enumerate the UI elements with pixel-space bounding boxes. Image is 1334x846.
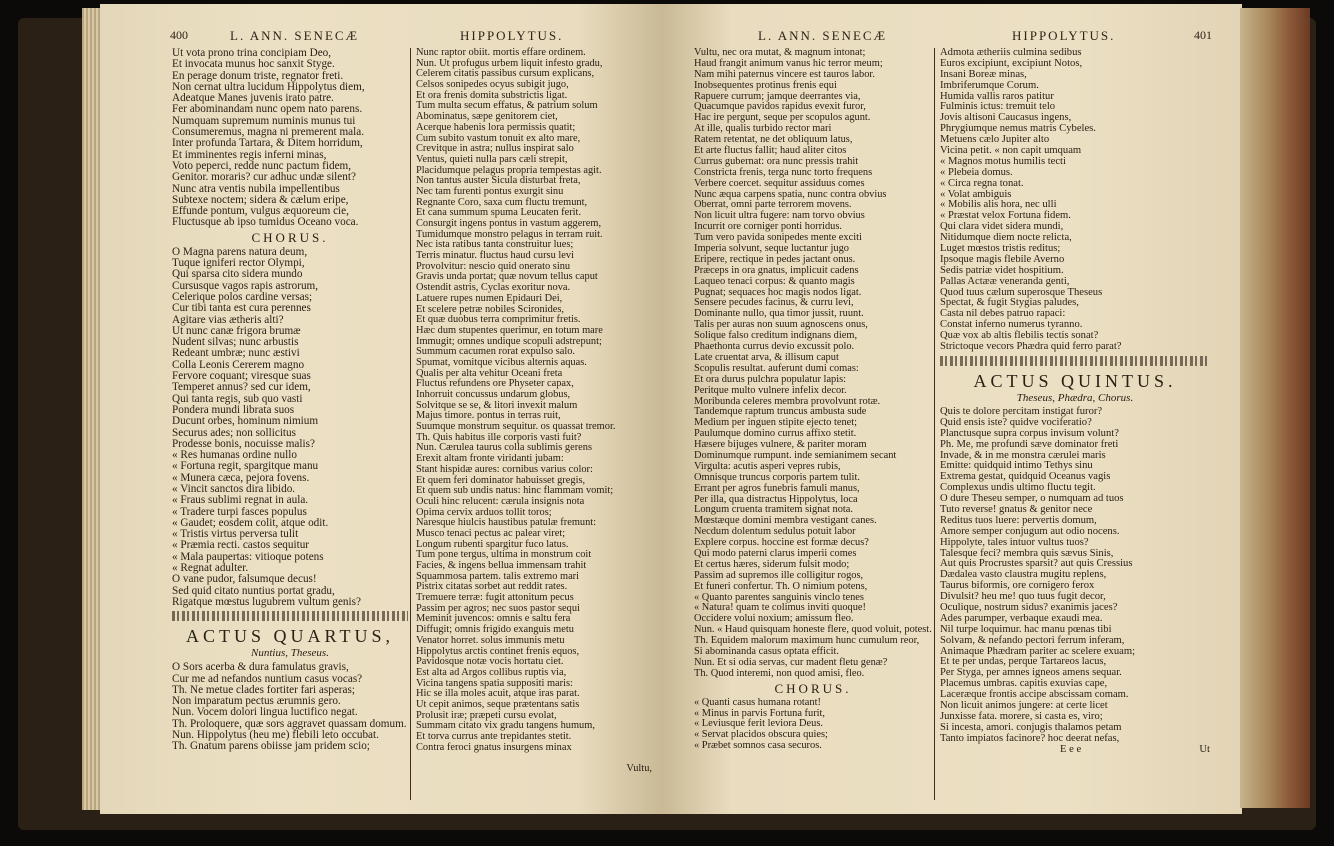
verse-line: Latuere rupes numen Epidauri Dei, [416,292,563,304]
verse-line: Errant per agros funebris famuli manus, [694,482,860,494]
verse-line: « Servat placidos obscura quies; [694,729,828,741]
verse-line: Pavidosque notæ vocis hortatu ciet. [416,656,564,668]
running-head-author: L. ANN. SENECÆ [230,28,360,43]
chorus-heading: CHORUS. [774,680,852,696]
verse-line: Ratem retentat, ne det obliquum latus, [694,134,853,146]
verse-line: « Munera cæca, pejora fovens. [172,471,310,484]
chorus-heading: CHORUS. [251,229,329,245]
verse-line: Celerique polos cardine versas; [172,290,313,303]
verse-line: Facies, & ingens bellua immensam trahit [416,560,587,571]
verse-line: Colla Leonis Cererem magno [172,358,305,371]
verse-line: Aut quis Procrustes sparsit? aut quis Cressius [940,558,1133,570]
verse-line: « Fraus sublimi regnat in aula. [172,494,309,507]
running-head-author: L. ANN. SENECÆ [758,28,888,43]
verse-line: Amore semper conjugum aut odio nocens. [940,525,1120,537]
right-column-2 [940,48,1210,755]
verse-line: « Gaudet; eosdem colit, atque odit. [172,516,329,529]
verse-line: Summum cacumen rorat expulso salo. [416,346,576,358]
verse-line: Cur tibi tanta est cura perennes [172,302,311,315]
verse-line: Medium per inguen stipite ejecto tenet; [694,417,858,429]
verse-line: Oberrat, omni parte terrorem movens. [694,199,852,211]
verse-line: « Præbet somnos casa securos. [694,740,822,752]
verse-line: Acerque habenis lora permissis quatit; [416,121,576,133]
verse-line: Et torva currus ante trepidantes stetit. [416,731,572,742]
verse-line: Luget mœstos tristis reditus; [940,243,1061,255]
verse-line: Placemus umbras. capitis exuvias cape, [940,678,1108,690]
verse-line: Th. Equidem malorum maximum hunc cumulum reor, [694,635,920,647]
verse-line: Adeatque Manes juvenis irato patre. [172,92,334,105]
verse-line: Subtexe noctem; sidera & cælum eripe, [172,193,349,206]
ornamental-rule [940,356,1210,366]
verse-line: « Vincit sanctos dira libido. [172,482,296,495]
verse-line: Vultu, nec ora mutat, & magnum intonat; [694,47,866,58]
verse-line: « Magnos motus humilis tecti [940,155,1066,167]
verse-line: « Tristis virtus perversa tulit [172,528,299,541]
verse-line: Ut vota prono trina concipiam Deo, [172,47,332,59]
verse-line: Fulminis ictus: tremuit telo [940,101,1056,113]
verse-line: Fer abominandam nunc opem nato parens. [172,103,363,116]
verse-line: Tandemque raptum truncus ambusta sude [694,406,867,418]
verse-line: Celsos sonipedes ocyus subigit jugo, [416,79,569,91]
verse-line: Qui sparsa cito sidera mundo [172,268,303,281]
verse-line: Dominante nullo, qua timor jussit, ruunt. [694,308,864,320]
verse-line: « Fortuna regit, spargitque manu [172,460,319,473]
verse-line: Non licuit ultra fugere: nam torvo obvius [694,210,865,222]
verse-line: Invade, & in me monstra cærulei maris [940,449,1106,461]
verse-line: Naresque hiulcis haustibus patulæ fremunt: [416,517,597,529]
verse-line: O dure Theseu semper, o numquam ad tuos [940,493,1124,505]
verse-line: Provolvitur: nescio quid onerato sinu [416,260,571,272]
verse-line: Si incesta, amori. conjugis thalamos petam [940,721,1122,733]
verse-line: Th. Proloquere, quæ sors aggravet quassam domum. [172,717,407,730]
verse-line: Nun. Cærulea taurus colla sublimis gerens [416,442,593,454]
page-number: 400 [170,28,188,42]
verse-line: Voto peperci, redde nunc pactum fidem, [172,159,352,172]
verse-line: Th. Quod interemi, non quod amisi, fleo. [694,667,865,679]
verse-line: Complexus undis ultimo fluctu tegit. [940,482,1096,494]
verse-line: Non cernat ultra lucidum Hippolytus diem, [172,80,365,93]
right-column-1 [694,48,932,752]
column-rule [934,48,935,800]
verse-line: O vane pudor, falsumque decus! [172,573,317,586]
verse-line: Rapuere currum; jamque deerrantes via, [694,90,861,102]
verse-line: Quacumque pavidos rapidus evexit furor, [694,101,866,113]
verse-line: Cur me ad nefandos nuntium casus vocas? [172,672,363,685]
verse-line: Th. Gnatum parens obiisse jam pridem scio; [172,740,370,753]
verse-line: Hippolytus arctis continet frenis equos, [416,645,580,657]
verse-line: Passim ad supremos ille colligitur rogos, [694,569,864,581]
verse-line: Quod tuus cælum superosque Theseus [940,286,1103,298]
dramatis-personae: Nuntius, Theseus. [251,647,329,660]
verse-line: Cursusque vagos rapis astrorum, [172,279,319,292]
act-heading: ACTUS QUINTUS. [973,370,1177,391]
verse-line: Venator horret. solus immunis metu [416,634,565,646]
catchword: Ut [1199,743,1210,755]
verse-line: Vicina petit. « non capit umquam [940,145,1082,157]
verse-line: Et cana summum spuma Leucaten ferit. [416,207,582,219]
verse-line: Passim per agros; nec suos pastor sequi [416,602,580,614]
verse-line: Pugnat; sequaces hoc magis nodos ligat. [694,286,862,298]
verse-line: Pistrix citatas sorbet aut reddit rates. [416,581,568,593]
verse-line: Inobsequentes protinus frenis equi [694,79,837,91]
verse-line: Et ora durus pulchra populatur lapis: [694,373,847,385]
ornamental-rule [172,611,408,621]
verse-line: Sensere pecudes facinus, & curru levi, [694,297,854,309]
right-page [662,4,1242,814]
verse-line: En perage donum triste, regnator freti. [172,69,344,82]
left-column-2 [416,48,652,775]
verse-line: Genitor. moraris? cur adhuc undæ silent? [172,171,356,184]
verse-line: Moribunda celeres membra provolvunt rotæ. [694,395,881,407]
verse-line: Et ora frenis domita substrictis ligat. [416,89,568,101]
verse-line: Pondera mundi librata suos [172,403,295,416]
verse-line: Suumque monstrum sequitur. os quassat tremor. [416,421,616,433]
verse-line [416,753,652,764]
verse-line: Nunc raptor obiit. mortis effare ordinem. [416,47,586,58]
verse-line: « Natura! quam te colimus inviti quoque! [694,602,866,614]
verse-line: Prolusit iræ; præpeti cursu evolat, [416,709,557,721]
dramatis-personae: Theseus, Phædra, Chorus. [1016,391,1134,404]
verse-line: Crevitque in astra; nullus inspirat salo [416,143,574,155]
verse-line: Qui modo paterni clarus imperii comes [694,547,857,559]
verse-line: Solvitque se se, & litori invexit malum [416,399,578,411]
verse-line: Ut cepit animos, seque prætentans satis [416,698,580,710]
verse-line: « Præstat velox Fortuna fidem. [940,210,1071,222]
verse-line: Metuens cælo Jupiter alto [940,134,1050,146]
verse-line: Si abominanda casus optata efficit. [694,645,839,657]
verse-line: Nun. Vocem dolori lingua luctifico negat. [172,706,358,719]
verse-line: Nitidumque diem nocte relicta, [940,232,1072,244]
verse-line: Ph. Me, me profundi sæve dominator freti [940,438,1119,450]
verse-line: Spectat, & fugit Stygias paludes, [940,297,1079,309]
act-heading: ACTUS QUARTUS, [186,626,394,647]
page-footer [940,745,1210,756]
verse-line: Et quæ duobus terra comprimitur fretis. [416,314,581,326]
verse-line: Numquam supremum numinis munus tui [172,114,356,127]
verse-line: Phrygiumque nemus matris Cybeles. [940,123,1096,135]
verse-line: Emitte: quidquid intimo Tethys sinu [940,460,1093,472]
verse-line: Eripere, rectique in pedes jactant onus. [694,253,856,265]
verse-line: Diffugit; omnis frigido exanguis metu [416,624,574,636]
verse-line: Non imparatum pectus ærumnis gero. [172,695,341,708]
verse-line: Quid ensis iste? quidve vociferatio? [940,416,1092,428]
verse-line: « Regnat adulter. [172,562,249,575]
verse-line: Fluctusque ab ipso tumidus Oceano voca. [172,216,359,229]
verse-line: « Quanto parentes sanguinis vinclo tenes [694,591,864,603]
verse-line: Non tantus auster Sicula disturbat freta, [416,175,581,187]
verse-line: Ventus, quieti nulla pars cæli strepit, [416,153,568,165]
verse-line: Strictoque vecors Phædra quid ferro parat? [940,341,1122,353]
verse-line: Nun. Ut profugus urbem liquit infesto gradu, [416,57,603,69]
verse-line: Animaque Phædram pariter ac scelere exuam; [940,645,1136,657]
verse-line: Virgulta: acutis asperi vepres rubis, [694,460,841,472]
verse-line: « Tradere turpi fasces populus [172,505,307,518]
running-head-title: HIPPOLYTUS. [1012,28,1116,43]
left-page [100,4,662,814]
verse-line: Consurgit ingens pontus in vastum aggerem, [416,218,602,229]
verse-line: Planctusque supra corpus invisum volunt? [940,427,1119,439]
verse-line: Oculique, nostrum sidus? exanimis jaces? [940,601,1118,613]
verse-line: Scopulis resultat. auferunt dumi comas: [694,362,859,374]
verse-line: « Minus in parvis Fortuna furit, [694,707,826,719]
verse-line: Nun. « Haud quisquam honeste flere, quod voluit, potest. [694,624,932,636]
verse-line: Tremuere terræ: fugit attonitum pecus [416,592,574,604]
verse-line: Sedis patriæ videt hospitium. [940,264,1064,276]
verse-line: Omnisque truncus corporis partem tulit. [694,471,860,483]
verse-line: O Sors acerba & dura famulatus gravis, [172,661,349,674]
verse-line: Rigatque mœstus lugubrem vultum genis? [172,595,361,608]
verse-line: Inhorruit concussus undarum globus, [416,389,571,400]
verse-line: Agitare vias ætheris alti? [172,313,284,326]
verse-line: Laceræque frontis accipe abscissam comam. [940,689,1129,701]
verse-line: Longum rubenti spargitur fuco latus. [416,538,569,550]
verse-line: Casta nil debes patruo rapaci: [940,308,1066,320]
verse-line: « Circa regna tonat. [940,177,1024,189]
verse-line: Longum cruenta tramitem signat nota. [694,504,853,516]
verse-line: Hippolyte, tales intuor vultus tuos? [940,536,1089,548]
verse-line: Talesque feci? membra quis sævus Sinis, [940,547,1114,559]
verse-line: Terris minatur. fluctus haud cursu levi [416,250,574,262]
verse-line: « Præmia recti. castos sequitur [172,539,310,552]
verse-line: Redeant umbræ; nunc æstivi [172,347,300,360]
verse-line: Haud frangit animum vanus hic terror meum; [694,57,883,69]
verse-line: Currus gubernat: ora nunc pressis trahit [694,155,859,167]
verse-line: Consumeremus, magna ni premerent mala. [172,126,364,139]
verse-line: Verbere coercet. sequitur assiduus comes [694,177,865,189]
verse-line: Inter profunda Tartara, & Ditem horridum, [172,137,363,150]
verse-line: Et imminentes regis inferni minas, [172,148,327,161]
verse-line: Contra feroci gnatus insurgens minax [416,741,572,753]
verse-line: Pallas Actææ veneranda genti, [940,275,1070,287]
verse-line: Qui tanta regis, sub quo vasti [172,392,303,405]
verse-line: Et te per undas, perque Tartareos lacus, [940,656,1107,668]
verse-line: Tumidumque monstro pelagus in terram ruit. [416,228,603,240]
verse-line: Erexit altam fronte viridanti jubam: [416,453,564,465]
verse-line: Fervore coquant; viresque suas [172,370,311,383]
verse-line: Imperia solvunt, seque luctantur jugo [694,243,849,255]
verse-line: Nam mihi paternus vincere est tauros labor. [694,68,875,80]
verse-line: Vicina tangens spatia suppositi maris: [416,677,573,689]
verse-line: Est alta ad Argos collibus ruptis via, [416,666,567,678]
verse-line: Ostendit astris, Cyclas exoritur nova. [416,282,571,294]
page-number: 401 [1194,28,1212,42]
verse-line: « Leviusque ferit leviora Deus. [694,718,823,730]
verse-line: Opima cervix arduos tollit toros; [416,506,552,518]
verse-line: Solvam, & nefando pectori ferrum inferam, [940,634,1125,646]
verse-line: Et funeri confertur. Th. O nimium potens, [694,580,868,592]
verse-line: Paulumque domino currus affixo stetit. [694,428,857,440]
verse-line: Qui clara videt sidera mundi, [940,221,1064,233]
verse-line: Tanto impiatos facinore? hoc deerat nefas, [940,732,1120,744]
verse-line: Majus timore. pontus in terras ruit, [416,410,561,422]
verse-line: Non licuit animos jungere: at certe licet [940,699,1108,711]
verse-line: Fluctus refundens ore Physeter capax, [416,378,574,390]
verse-line: Imbriferumque Corum. [940,79,1039,91]
verse-line: Tum vero pavida sonipedes mente exciti [694,232,862,244]
verse-line: Jovis altisoni Caucasus ingens, [940,112,1072,124]
verse-line: Quæ vox ab altis flebilis tectis sonat? [940,330,1099,342]
verse-line: Ipsoque magis flebile Averno [940,253,1065,265]
verse-line: Et invocata munus hoc sanxit Styge. [172,58,335,71]
verse-line: « Mala paupertas: vitioque potens [172,550,324,563]
verse-line: Nunc æqua carpens spatia, nunc contra obvius [694,188,887,200]
verse-line: Tum pone tergus, ultima in monstrum coit [416,549,592,561]
verse-line: Nun. Et si odia servas, cur madent fletu genæ? [694,656,888,668]
verse-line: Hic se illa moles acuit, atque iras parat. [416,688,580,700]
verse-line: Constat inferno numerus tyranno. [940,319,1083,331]
verse-line: Quis te dolore percitam instigat furor? [940,405,1103,417]
verse-line: Peritque multo vulnere infelix decor. [694,384,847,396]
verse-line: Gravis unda portat; quæ novum tellus caput [416,271,598,283]
verse-line: Immugit; omnes undique scopuli adstrepunt; [416,335,602,347]
verse-line: Ades parumper, verbaque exaudi mea. [940,612,1103,624]
verse-line: Mœstæque domini membra vestigant canes. [694,515,877,527]
verse-line: Abominatus, sæpe genitorem ciet, [416,111,558,123]
verse-line: Admota ætheriis culmina sedibus [940,47,1082,58]
verse-line: Euros excipiunt, excipiunt Notos, [940,57,1083,69]
verse-line: Securus ades; non sollicitus [172,426,296,439]
verse-line: Necdum dolentum sedulus potuit labor [694,526,856,538]
verse-line: Divulsit? heu me! quo tuus fugit decor, [940,591,1106,603]
verse-line: « Plebeia domus. [940,166,1013,178]
verse-line: Ut nunc canæ frigora brumæ [172,324,301,337]
verse-line: Sed quid citato nuntius portat gradu, [172,584,335,597]
verse-line: Nudent silvas; nunc arbustis [172,336,299,349]
verse-line: Junxisse fata. morere, si casta es, viro; [940,710,1103,722]
verse-line: Extrema gestat, quidquid Oceanus vagis [940,471,1111,483]
verse-line: Nec ista ratibus tanta construitur lues; [416,239,574,251]
verse-line: O Magna parens natura deum, [172,245,308,258]
verse-line: Nec tam furenti pontus exurgit sinu [416,185,564,197]
verse-line: Et scelere petræ nobiles Scironides, [416,303,565,315]
page-edges-right [1240,8,1310,808]
verse-line: « Mobilis alis hora, nec ulli [940,199,1057,211]
verse-line: Nunc atra ventis nubila impellentibus [172,182,340,195]
page-edges-left [82,8,102,810]
verse-line: Musco tenaci pectus ac palear viret; [416,527,566,539]
verse-line: Hæsere bijuges vulnere, & pariter moram [694,439,867,451]
verse-line: Nil turpe loquimur. hac manu pœnas tibi [940,623,1112,635]
verse-line: Prodesse bonis, nocuisse malis? [172,437,315,450]
verse-line: Cum subito vastum tonuit ex alto mare, [416,132,581,144]
verse-line: Phaethonta currus devio excussit polo. [694,341,855,353]
verse-line: Tum multa secum effatus, & patrium solum [416,100,598,112]
verse-line: Tuto reverse! gnatus & genitor nece [940,503,1093,515]
verse-line: Regnante Coro, saxa cum fluctu tremunt, [416,196,588,208]
verse-line: Talis per auras non suum agnoscens onus, [694,319,868,331]
verse-line: Per Styga, per amnes igneos amens sequar. [940,667,1122,679]
verse-line: Celerem citatis passibus cursum explicans, [416,68,595,80]
verse-line: Taurus biformis, ore cornigero ferox [940,580,1095,592]
verse-line: « Res humanas ordine nullo [172,449,297,462]
verse-line: Solique falso creditum indignans diem, [694,330,858,342]
verse-line: Reditus tuos luere: pervertis domum, [940,514,1097,526]
verse-line: Placidumque pelagus propria tempestas agit. [416,164,602,176]
verse-line: Insani Boreæ minas, [940,68,1027,80]
verse-line: Incurrit ore corniger ponti horridus. [694,221,843,233]
verse-line: Spumat, vomitque vicibus alternis aquas. [416,356,587,368]
verse-line: Summam citato vix gradu tangens humum, [416,720,595,732]
catchword: Vultu, [626,763,652,775]
column-rule [410,48,411,800]
verse-line: Et quem sub undis natus: hinc flammam vomit; [416,485,614,497]
verse-line: Humida vallis raros patitur [940,90,1054,102]
signature-mark: E e e [1060,743,1082,755]
verse-line: Dominumque rumpunt. inde semianimem secant [694,449,897,461]
running-head-title: HIPPOLYTUS. [460,28,564,43]
verse-line: « Quanti casus humana rotant! [694,696,821,708]
verse-line: Th. Ne metue clades fortiter fari asperas; [172,683,355,696]
verse-line: Hac ire pergunt, seque per scopulos agunt. [694,112,871,124]
verse-line: Squammosa partem. talis extremo mari [416,570,580,582]
verse-line: Oculi hinc relucent: cærula insignis nota [416,495,585,507]
verse-line: Ducunt orbes, hominum nimium [172,415,319,428]
verse-line: Effunde pontum, vulgus æquoreum cie, [172,205,349,218]
verse-line: Laqueo tenaci corpus: & quanto magis [694,275,855,287]
left-column-1 [172,48,408,753]
verse-line: Et quem feri dominator habuisset gregis, [416,474,586,486]
verse-line: « Volat ambiguis [940,188,1012,200]
verse-line: Nun. Hippolytus (heu me) flebili leto occubat. [172,729,379,742]
verse-line: Meminit juvencos: omnis e saltu fera [416,613,571,625]
verse-line: Tuque igniferi rector Olympi, [172,257,305,270]
verse-line: Præceps in ora gnatus, implicuit cadens [694,264,859,276]
verse-line: Temperet annus? sed cur idem, [172,381,311,394]
verse-line: Et certus hæres, siderum fulsit modo; [694,558,850,570]
verse-line: Et arte fluctus fallit; haud aliter citos [694,145,847,157]
verse-line: Th. Quis habitus ille corporis vasti fuit? [416,431,582,443]
verse-line: Per illa, qua distractus Hippolytus, loca [694,493,858,505]
verse-line: Explere corpus. hoccine est formæ decus? [694,537,869,549]
verse-line: Hæc dum stupentes querimur, en totum mare [416,324,603,336]
verse-line: Constricta frenis, terga nunc torto frequens [694,166,873,178]
verse-line: Late cruentat arva, & illisum caput [694,351,839,363]
verse-line: Stant hispidæ aures: cornibus varius color: [416,463,593,475]
verse-line: Qualis per alta vehitur Oceani freta [416,367,563,379]
verse-line: At ille, qualis turbido rector mari [694,123,832,135]
verse-line: Dædalea vasto claustra mugitu replens, [940,569,1107,581]
verse-line: Occidere volui noxium; amissum fleo. [694,613,854,625]
